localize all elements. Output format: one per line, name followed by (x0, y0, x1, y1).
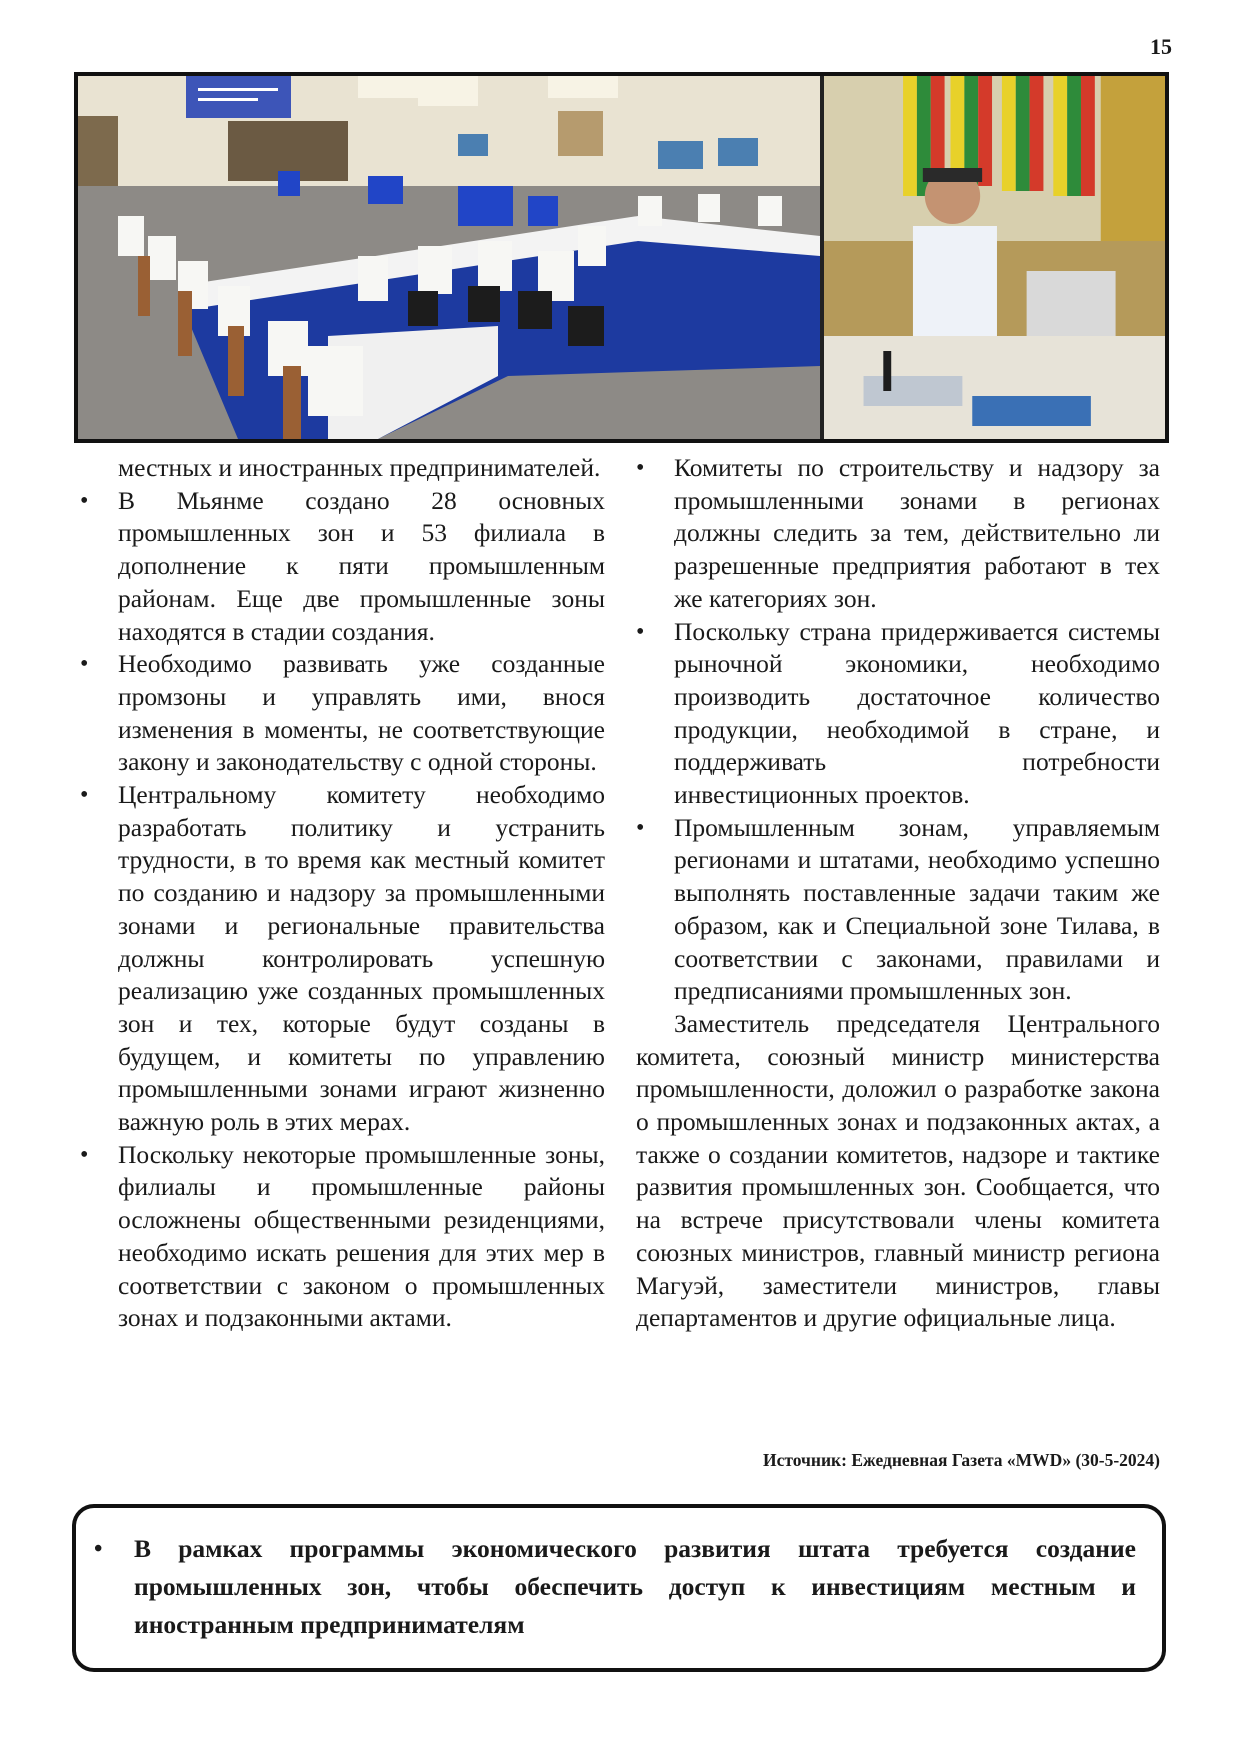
speaker-at-podium-photo (824, 76, 1165, 439)
body-paragraph: Заместитель председателя Центрального комитета, союзный министр министерства промышленности, доложил о разработке закона о промышленных зонах и подзаконных актах, а также о создании комитетов, надзоре и тактике развития промышленных зон. Сообщается, что на встрече присутствовали члены комитета союзных министров, главный министр региона Магуэй, заместители министров, главы департаментов и другие официальные лица. (636, 1008, 1160, 1333)
callout-box (72, 1504, 1166, 1672)
right-column (636, 452, 1160, 1335)
meeting-hall-image (78, 76, 820, 439)
callout-text: • В рамках программы экономического развития штата требуется создание промышленных зон, чтобы обеспечить доступ к инвестициям местным и иностранным предпринимателям (94, 1530, 1136, 1644)
bullet-item: • В Мьянме создано 28 основных промышленных зон и 53 филиала в дополнение к пяти промышленным районам. Еще две промышленные зоны находятся в стадии создания. (80, 485, 605, 649)
bullet-item: • Промышленным зонам, управляемым регионами и штатами, необходимо успешно выполнять поставленные задачи таким же образом, как и Специальной зоне Тилава, в соответствии с законами, правилами и предписаниями промышленных зон. (636, 812, 1160, 1008)
bullet-item: • Комитеты по строительству и надзору за промышленными зонами в регионах должны следить за тем, действительно ли разрешенные предприятия работают в тех же категориях зон. (636, 452, 1160, 616)
bullet-item: • Поскольку страна придерживается системы рыночной экономики, необходимо производить достаточное количество продукции, необходимой в стране, и поддерживать потребности инвестиционных проектов. (636, 616, 1160, 812)
photo-strip (74, 72, 1169, 443)
bullet-item: • Поскольку некоторые промышленные зоны, филиалы и промышленные районы осложнены общественными резиденциями, необходимо искать решения для этих мер в соответствии с законом о промышленных зонах и подзаконными актами. (80, 1139, 605, 1335)
meeting-hall-photo (78, 76, 820, 439)
left-column (80, 452, 605, 1335)
bullet-item: • Необходимо развивать уже созданные промзоны и управлять ими, внося изменения в моменты, не соответствующие закону и законодательству с одной стороны. (80, 648, 605, 779)
speaker-image (824, 76, 1165, 439)
page-number: 15 (1150, 34, 1172, 59)
source-citation: Источник: Ежедневная Газета «MWD» (30-5-2024) (762, 1450, 1160, 1470)
bullet-item: • Центральному комитету необходимо разработать политику и устранить трудности, в то время как местный комитет по созданию и надзору за промышленными зонами и региональные правительства должны контролировать успешную реализацию уже созданных промышленных зон и тех, которые будут созданы в будущем, и комитеты по управлению промышленными зонами играют жизненно важную роль в этих мерах. (80, 779, 605, 1139)
continuation-text: местных и иностранных предпринимателей. (118, 453, 601, 482)
